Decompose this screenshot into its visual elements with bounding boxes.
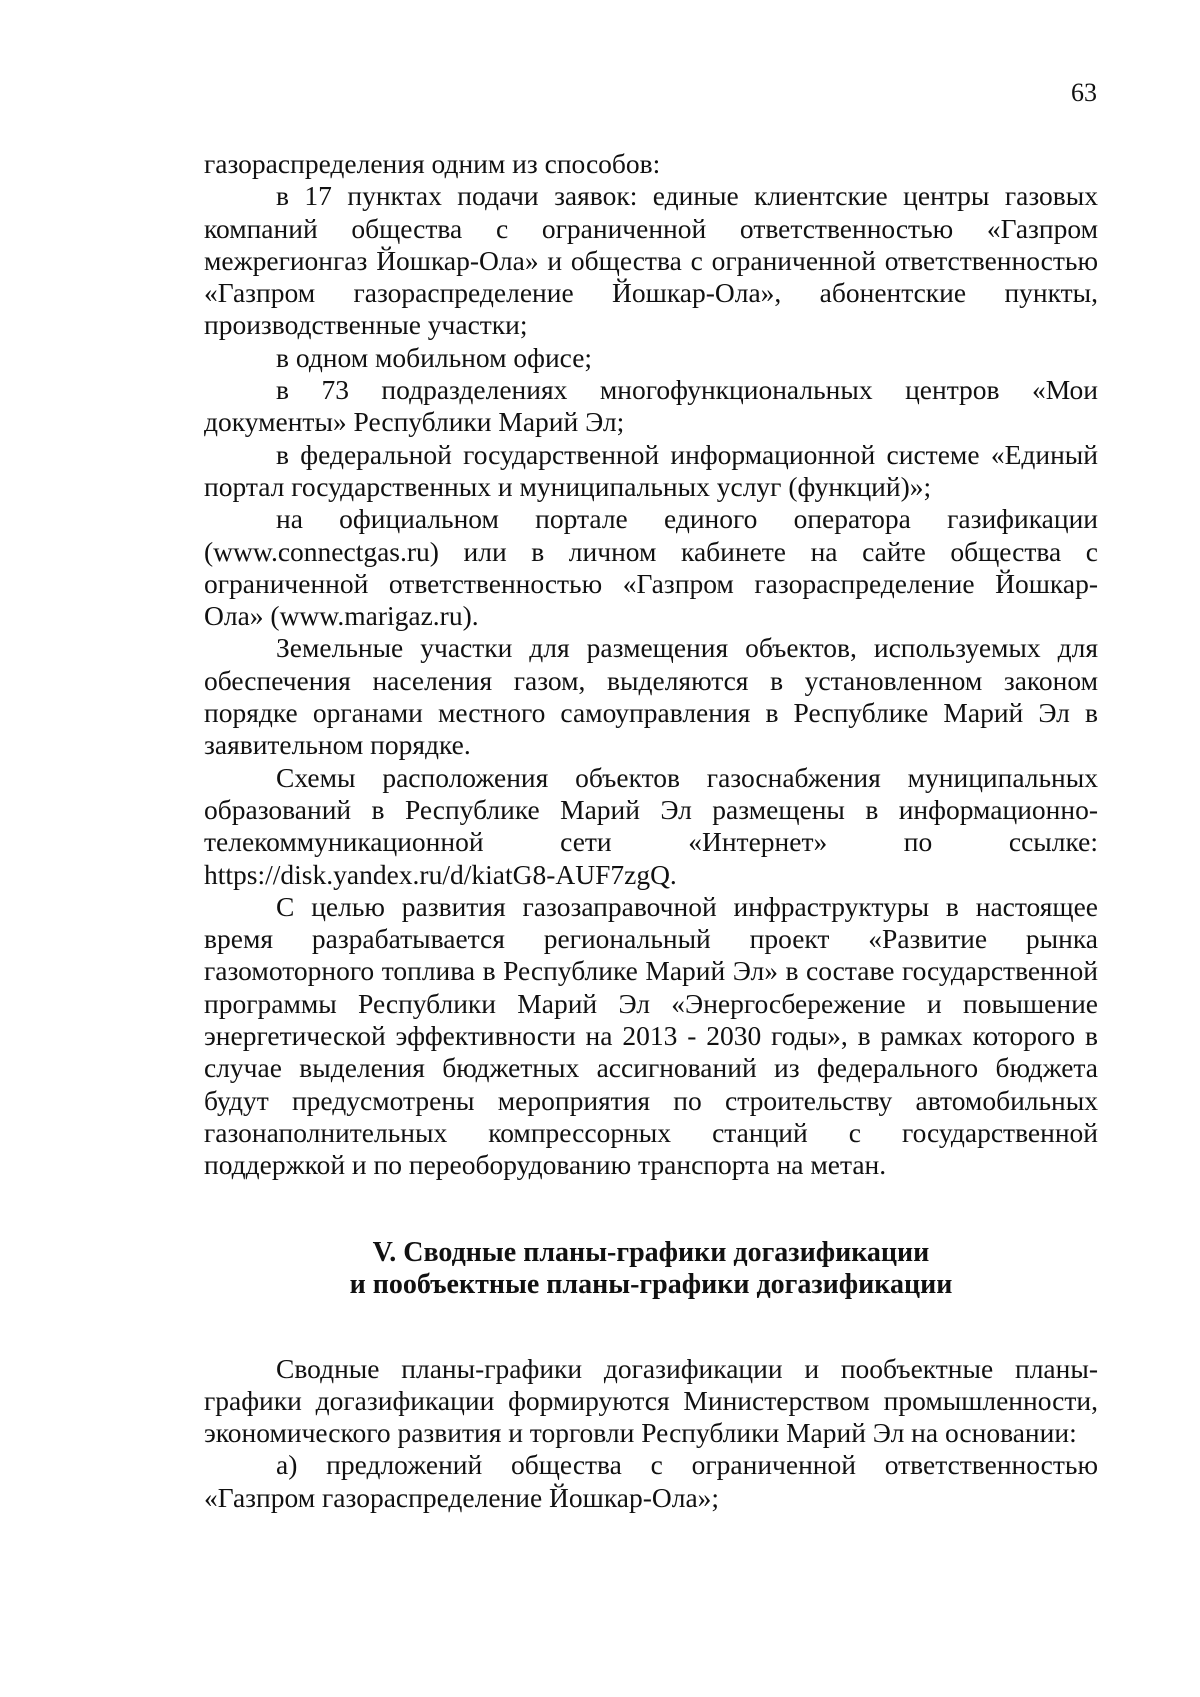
paragraph-official-portal: на официальном портале единого оператора газификации (www.connectgas.ru) или в личном кабинете на сайте общества с ограниченной ответственностью «Газпром газораспределение Йошкар-Ола» (www.marigaz.ru). — [204, 503, 1098, 632]
paragraph-schedules-formation: Сводные планы-графики догазификации и пообъектные планы-графики догазификации формируются Министерством промышленности, экономического развития и торговли Республики Марий Эл на основании: — [204, 1352, 1098, 1449]
paragraph-federal-portal: в федеральной государственной информационной системе «Единый портал государственных и муниципальных услуг (функций)»; — [204, 438, 1098, 502]
paragraph-application-points: в 17 пунктах подачи заявок: единые клиентские центры газовых компаний общества с ограниченной ответственностью «Газпром межрегионгаз Йошкар-Ола» и общества с ограниченной ответственностью «Газпром газораспределение Йошкар-Ола», абонентские пункты, производственные участки; — [204, 180, 1098, 341]
paragraph-mfc-offices: в 73 подразделениях многофункциональных центров «Мои документы» Республики Марий Эл; — [204, 374, 1098, 438]
paragraph-intro-continuation: газораспределения одним из способов: — [204, 148, 661, 179]
page-number: 63 — [1071, 78, 1097, 107]
paragraph-gas-supply-schemes: Схемы расположения объектов газоснабжения муниципальных образований в Республике Марий Эл размещены в информационно-телекоммуникационной сети «Интернет» по ссылке: https://disk.yandex.ru/d/kiatG8-AUF7zgQ. — [204, 761, 1098, 890]
section-heading-line-1: V. Сводные планы-графики догазификации — [372, 1236, 930, 1268]
section-heading-line-2: и пообъектные планы-графики догазификации — [349, 1269, 953, 1300]
paragraph-mobile-office: в одном мобильном офисе; — [276, 341, 593, 373]
paragraph-land-plots: Земельные участки для размещения объектов, используемых для обеспечения населения газом, выделяются в установленном законом порядке органами местного самоуправления в Республике Марий Эл в заявительном порядке. — [204, 632, 1098, 761]
document-body — [204, 148, 1098, 1514]
paragraph-item-a: а) предложений общества с ограниченной ответственностью «Газпром газораспределение Йошкар-Ола»; — [204, 1449, 1098, 1513]
paragraph-gas-filling-infrastructure: С целью развития газозаправочной инфраструктуры в настоящее время разрабатывается региональный проект «Развитие рынка газомоторного топлива в Республике Марий Эл» в составе государственной программы Республики Марий Эл «Энергосбережение и повышение энергетической эффективности на 2013 - 2030 годы», в рамках которого в случае выделения бюджетных ассигнований из федерального бюджета будут предусмотрены мероприятия по строительству автомобильных газонаполнительных компрессорных станций с государственной поддержкой и по переоборудованию транспорта на метан. — [204, 890, 1098, 1181]
section-heading — [204, 1237, 1098, 1302]
